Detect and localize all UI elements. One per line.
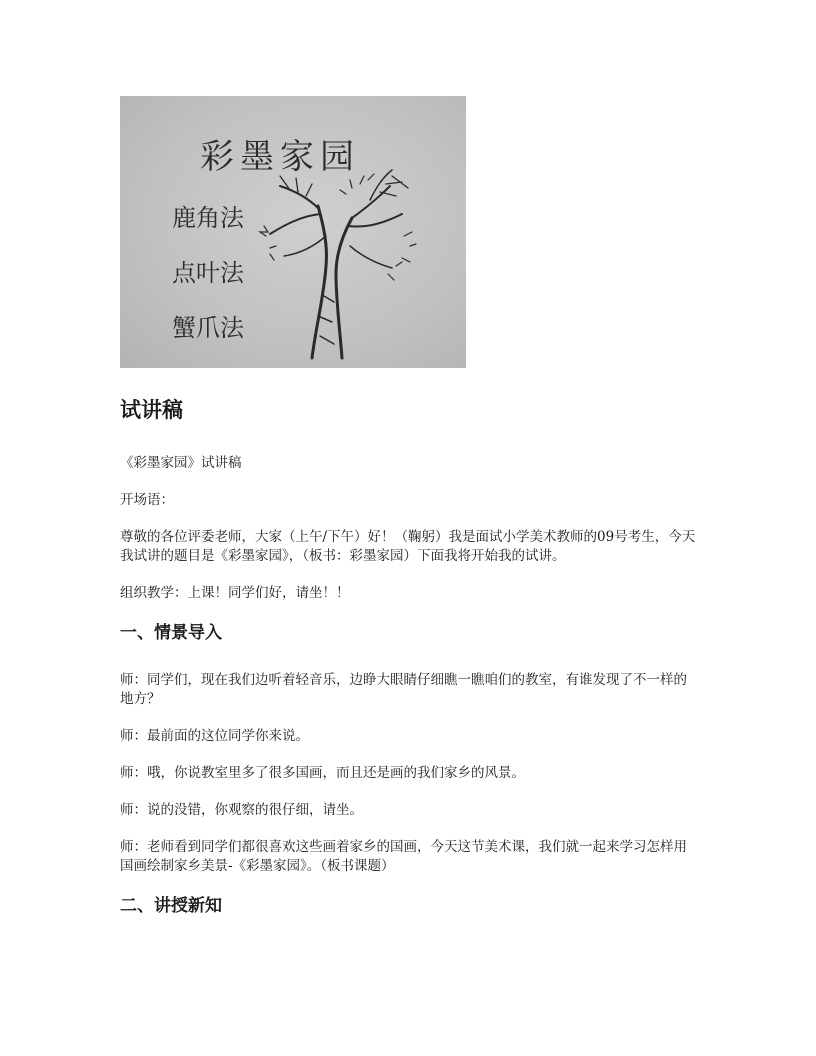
dialogue-paragraph: 师：老师看到同学们都很喜欢这些画着家乡的国画，今天这节美术课，我们就一起来学习怎样用国画绘制家乡美景-《彩墨家园》。（板书课题） bbox=[120, 839, 687, 874]
section-heading-new-knowledge: 二、讲授新知 bbox=[120, 896, 222, 916]
section-heading-intro: 一、情景导入 bbox=[120, 623, 222, 643]
dialogue-paragraph: 师：哦，你说教室里多了很多国画，而且还是画的我们家乡的风景。 bbox=[120, 765, 525, 781]
opening-label: 开场语： bbox=[120, 492, 174, 508]
board-method-1: 鹿角法 bbox=[172, 204, 244, 232]
doc-subtitle: 《彩墨家园》试讲稿 bbox=[120, 455, 242, 471]
board-method-3: 蟹爪法 bbox=[172, 314, 244, 342]
dialogue-paragraph: 师：最前面的这位同学你来说。 bbox=[120, 728, 309, 744]
document-body bbox=[120, 394, 700, 944]
dialogue-paragraph: 师：说的没错，你观察的很仔细，请坐。 bbox=[120, 802, 363, 818]
board-title: 彩墨家园 bbox=[200, 137, 360, 177]
blackboard-photo bbox=[120, 96, 466, 368]
tree-sketch-icon bbox=[260, 170, 416, 358]
opening-paragraph: 尊敬的各位评委老师，大家（上午/下午）好！（鞠躬）我是面试小学美术教师的09号考生，今天我试讲的题目是《彩墨家园》，（板书：彩墨家园）下面我将开始我的试讲。 bbox=[120, 529, 696, 564]
board-method-2: 点叶法 bbox=[172, 259, 244, 287]
page-title: 试讲稿 bbox=[120, 398, 183, 422]
handwriting-drawing bbox=[120, 96, 466, 368]
organize-paragraph: 组织教学：上课！同学们好，请坐！！ bbox=[120, 585, 350, 601]
dialogue-paragraph: 师：同学们，现在我们边听着轻音乐，边睁大眼睛仔细瞧一瞧咱们的教室，有谁发现了不一样的地方？ bbox=[120, 672, 687, 707]
